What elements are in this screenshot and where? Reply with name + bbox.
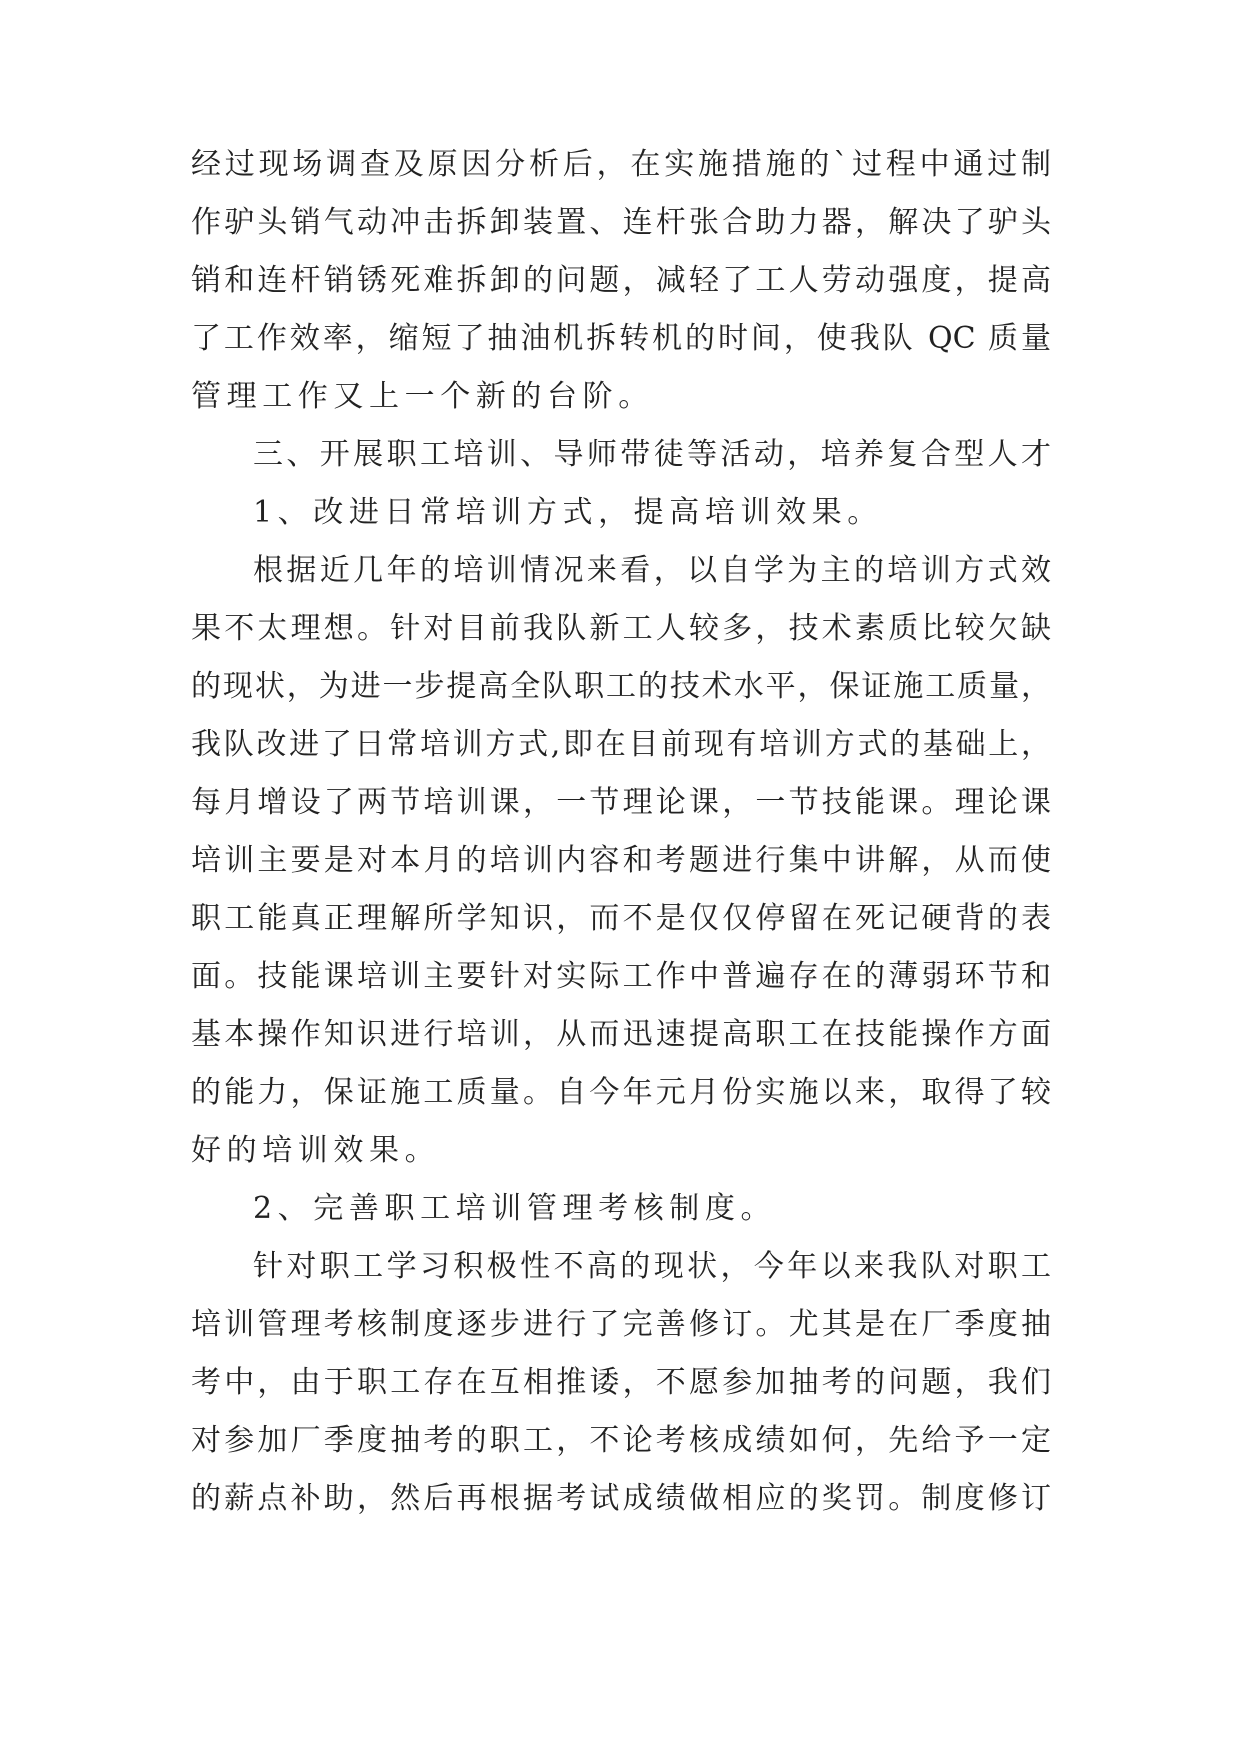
text-line: 培训管理考核制度逐步进行了完善修订。尤其是在厂季度抽 [191,1307,1051,1342]
text-line: 我队改进了日常培训方式,即在目前现有培训方式的基础上， [191,727,1051,762]
text-line: 经过现场调查及原因分析后，在实施措施的`过程中通过制 [191,147,1051,182]
subsection-heading: 1、改进日常培训方式，提高培训效果。 [253,495,883,530]
text-line: 每月增设了两节培训课，一节理论课，一节技能课。理论课 [191,785,1051,820]
text-line: 作驴头销气动冲击拆卸装置、连杆张合助力器，解决了驴头 [191,205,1051,240]
section-heading: 三、开展职工培训、导师带徒等活动，培养复合型人才 [253,437,1051,472]
text-line: 好的培训效果。 [191,1133,441,1168]
text-line: 面。技能课培训主要针对实际工作中普遍存在的薄弱环节和 [191,959,1051,994]
subsection-heading: 2、完善职工培训管理考核制度。 [253,1191,777,1226]
text-line: 针对职工学习积极性不高的现状，今年以来我队对职工 [253,1249,1051,1284]
text-line: 对参加厂季度抽考的职工，不论考核成绩如何，先给予一定 [191,1423,1051,1458]
text-line: 根据近几年的培训情况来看，以自学为主的培训方式效 [253,553,1051,588]
text-line: 的能力，保证施工质量。自今年元月份实施以来，取得了较 [191,1075,1051,1110]
text-line: 考中，由于职工存在互相推诿，不愿参加抽考的问题，我们 [191,1365,1051,1400]
text-line: 基本操作知识进行培训，从而迅速提高职工在技能操作方面 [191,1017,1051,1052]
text-line: 的薪点补助，然后再根据考试成绩做相应的奖罚。制度修订 [191,1481,1051,1516]
text-line: 的现状，为进一步提高全队职工的技术水平，保证施工质量， [191,669,1051,704]
text-line: 果不太理想。针对目前我队新工人较多，技术素质比较欠缺 [191,611,1051,646]
text-line: 职工能真正理解所学知识，而不是仅仅停留在死记硬背的表 [191,901,1051,936]
text-line: 了工作效率，缩短了抽油机拆转机的时间，使我队 QC 质量 [191,321,1051,356]
text-line: 管理工作又上一个新的台阶。 [191,379,654,414]
text-line: 培训主要是对本月的培训内容和考题进行集中讲解，从而使 [191,843,1051,878]
text-line: 销和连杆销锈死难拆卸的问题，减轻了工人劳动强度，提高 [191,263,1051,298]
